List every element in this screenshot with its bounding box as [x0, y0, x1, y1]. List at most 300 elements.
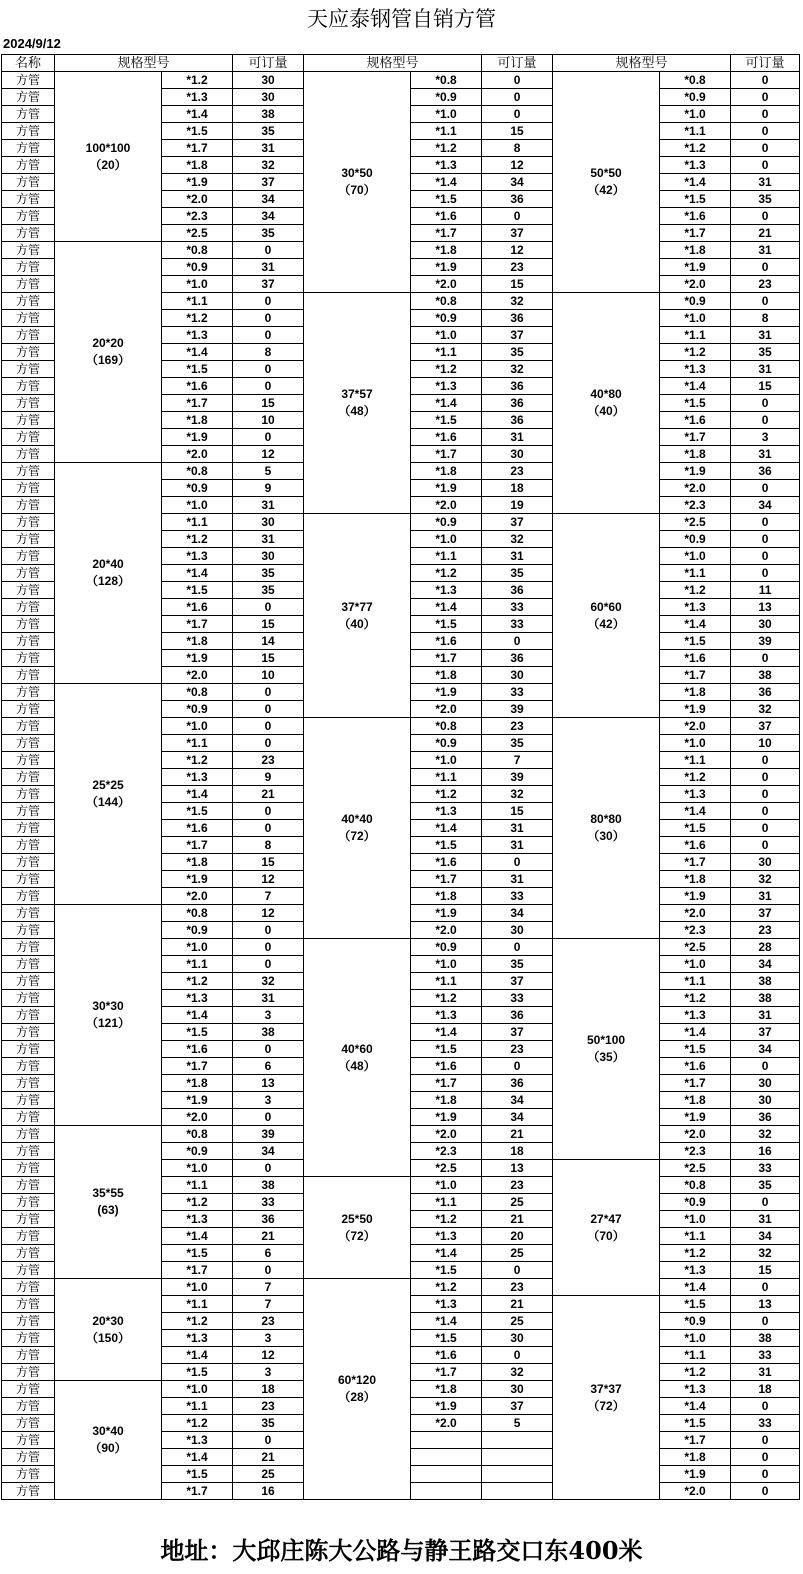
spec-size: 20*40 [92, 557, 124, 571]
quantity-cell: 31 [233, 259, 304, 276]
quantity-cell: 16 [731, 1143, 800, 1160]
thickness-cell: *1.8 [411, 242, 482, 259]
thickness-cell: *1.6 [162, 378, 233, 395]
thickness-cell: *1.0 [162, 939, 233, 956]
quantity-cell: 30 [233, 514, 304, 531]
product-name-cell: 方管 [2, 293, 55, 310]
spec-total: （150） [85, 1330, 131, 1345]
thickness-cell: *1.1 [411, 344, 482, 361]
quantity-cell: 34 [233, 1143, 304, 1160]
thickness-cell: *1.6 [660, 837, 731, 854]
quantity-cell: 0 [482, 89, 553, 106]
thickness-cell: *1.4 [162, 1347, 233, 1364]
quantity-cell: 12 [233, 871, 304, 888]
quantity-cell: 0 [731, 395, 800, 412]
thickness-cell: *1.2 [162, 1313, 233, 1330]
spec-size: 25*25 [92, 778, 124, 792]
spec-size: 80*80 [590, 812, 622, 826]
quantity-cell: 15 [482, 803, 553, 820]
thickness-cell: *1.8 [162, 633, 233, 650]
quantity-cell: 12 [233, 446, 304, 463]
spec-size: 25*50 [341, 1211, 373, 1226]
quantity-cell: 0 [482, 939, 553, 956]
header-name: 名称 [2, 55, 55, 72]
thickness-cell: *1.7 [411, 871, 482, 888]
quantity-cell: 36 [482, 395, 553, 412]
thickness-cell: *1.4 [162, 1449, 233, 1466]
product-name-cell: 方管 [2, 786, 55, 803]
spec-group-cell [553, 72, 660, 293]
quantity-cell: 35 [482, 735, 553, 752]
thickness-cell: *1.7 [660, 429, 731, 446]
quantity-cell: 33 [482, 990, 553, 1007]
quantity-cell: 30 [233, 548, 304, 565]
quantity-cell: 0 [233, 735, 304, 752]
thickness-cell: *1.4 [411, 599, 482, 616]
spec-total: （72） [338, 829, 376, 843]
thickness-cell: *1.1 [162, 1398, 233, 1415]
thickness-cell: *1.1 [660, 752, 731, 769]
quantity-cell: 0 [233, 378, 304, 395]
thickness-cell: *1.2 [660, 1364, 731, 1381]
thickness-cell: *2.0 [162, 446, 233, 463]
quantity-cell: 34 [731, 1228, 800, 1245]
product-name-cell: 方管 [2, 718, 55, 735]
quantity-cell: 7 [482, 752, 553, 769]
thickness-cell: *1.5 [162, 582, 233, 599]
quantity-cell: 0 [233, 361, 304, 378]
thickness-cell: *1.0 [411, 956, 482, 973]
thickness-cell: *1.5 [660, 1415, 731, 1432]
quantity-cell: 31 [731, 446, 800, 463]
product-name-cell: 方管 [2, 429, 55, 446]
thickness-cell: *2.5 [660, 514, 731, 531]
thickness-cell: *1.3 [660, 786, 731, 803]
quantity-cell: 35 [233, 225, 304, 242]
thickness-cell: *1.7 [660, 667, 731, 684]
thickness-cell: *1.9 [411, 1398, 482, 1415]
thickness-cell: *0.9 [411, 89, 482, 106]
quantity-cell: 30 [731, 1075, 800, 1092]
thickness-cell: *1.6 [411, 633, 482, 650]
spec-total: （42） [587, 616, 625, 631]
product-name-cell: 方管 [2, 854, 55, 871]
quantity-cell: 13 [731, 599, 800, 616]
spec-total: （35） [587, 1050, 625, 1064]
product-name-cell: 方管 [2, 548, 55, 565]
thickness-cell: *1.2 [162, 1415, 233, 1432]
quantity-cell: 7 [233, 1296, 304, 1313]
spec-group-cell [55, 684, 162, 905]
quantity-cell: 0 [731, 72, 800, 89]
quantity-cell: 3 [233, 1364, 304, 1381]
thickness-cell: *1.1 [660, 327, 731, 344]
thickness-cell: *1.0 [660, 1211, 731, 1228]
quantity-cell: 21 [233, 1449, 304, 1466]
quantity-cell: 30 [482, 922, 553, 939]
spec-total: （48） [338, 1058, 376, 1073]
quantity-cell: 0 [233, 1262, 304, 1279]
quantity-cell: 8 [482, 140, 553, 157]
product-name-cell: 方管 [2, 1041, 55, 1058]
thickness-cell: *1.1 [660, 123, 731, 140]
quantity-cell: 16 [233, 1483, 304, 1500]
thickness-cell: *1.5 [411, 1330, 482, 1347]
thickness-cell: *1.4 [162, 344, 233, 361]
thickness-cell: *1.1 [411, 769, 482, 786]
thickness-cell: *0.9 [660, 89, 731, 106]
thickness-cell: *1.8 [411, 667, 482, 684]
quantity-cell: 38 [731, 667, 800, 684]
quantity-cell: 13 [731, 1296, 800, 1313]
thickness-cell: *1.2 [162, 1194, 233, 1211]
product-name-cell: 方管 [2, 1177, 55, 1194]
product-name-cell: 方管 [2, 446, 55, 463]
quantity-cell: 23 [233, 752, 304, 769]
quantity-cell: 33 [482, 888, 553, 905]
spec-size: 30*30 [92, 999, 124, 1013]
thickness-cell: *1.8 [411, 463, 482, 480]
thickness-cell: *1.7 [162, 140, 233, 157]
thickness-cell: *1.2 [162, 752, 233, 769]
product-name-cell: 方管 [2, 922, 55, 939]
thickness-cell: *0.8 [411, 72, 482, 89]
thickness-cell: *1.8 [162, 854, 233, 871]
quantity-cell: 31 [731, 1364, 800, 1381]
product-name-cell: 方管 [2, 1245, 55, 1262]
spec-size: 100*100 [85, 140, 131, 155]
thickness-cell: *1.8 [660, 871, 731, 888]
quantity-cell: 0 [731, 1194, 800, 1211]
thickness-cell: *1.2 [660, 140, 731, 157]
thickness-cell: *1.4 [411, 395, 482, 412]
thickness-cell: *0.8 [660, 1177, 731, 1194]
header-qty: 可订量 [482, 55, 553, 72]
quantity-cell: 35 [731, 191, 800, 208]
product-name-cell: 方管 [2, 667, 55, 684]
thickness-cell: *0.9 [660, 293, 731, 310]
product-name-cell: 方管 [2, 1109, 55, 1126]
quantity-cell: 18 [233, 1381, 304, 1398]
quantity-cell [482, 1449, 553, 1466]
product-name-cell: 方管 [2, 1092, 55, 1109]
quantity-cell: 0 [233, 684, 304, 701]
quantity-cell: 36 [482, 1007, 553, 1024]
quantity-cell: 31 [482, 871, 553, 888]
thickness-cell: *1.7 [162, 837, 233, 854]
thickness-cell: *1.5 [660, 1296, 731, 1313]
quantity-cell: 0 [233, 1432, 304, 1449]
quantity-cell: 0 [731, 820, 800, 837]
thickness-cell: *1.8 [411, 888, 482, 905]
thickness-cell: *1.4 [162, 1007, 233, 1024]
quantity-cell: 37 [233, 276, 304, 293]
spec-size: 27*47 [590, 1211, 622, 1226]
quantity-cell: 37 [731, 718, 800, 735]
thickness-cell: *1.4 [162, 786, 233, 803]
quantity-cell: 38 [233, 1177, 304, 1194]
product-name-cell: 方管 [2, 191, 55, 208]
thickness-cell: *1.6 [660, 650, 731, 667]
thickness-cell: *1.7 [162, 1058, 233, 1075]
thickness-cell: *2.0 [660, 480, 731, 497]
thickness-cell: *0.9 [411, 310, 482, 327]
header-spec: 规格型号 [55, 55, 233, 72]
quantity-cell: 0 [233, 1041, 304, 1058]
thickness-cell: *0.9 [660, 531, 731, 548]
product-name-cell: 方管 [2, 72, 55, 89]
quantity-cell: 32 [233, 973, 304, 990]
quantity-cell: 0 [233, 1109, 304, 1126]
quantity-cell: 33 [482, 616, 553, 633]
spec-size: 50*100 [587, 1033, 626, 1047]
spec-group-cell [553, 514, 660, 718]
quantity-cell: 0 [731, 1398, 800, 1415]
thickness-cell: *1.9 [660, 1466, 731, 1483]
spec-total: （48） [338, 404, 376, 418]
quantity-cell: 0 [731, 208, 800, 225]
quantity-cell: 15 [233, 395, 304, 412]
quantity-cell: 33 [731, 1415, 800, 1432]
thickness-cell: *0.9 [162, 1143, 233, 1160]
thickness-cell: *1.7 [660, 1075, 731, 1092]
quantity-cell: 21 [482, 1296, 553, 1313]
product-name-cell: 方管 [2, 1364, 55, 1381]
quantity-cell: 0 [233, 922, 304, 939]
spec-total: （20） [89, 157, 127, 172]
spec-total: （128） [85, 574, 131, 588]
thickness-cell: *1.1 [162, 1296, 233, 1313]
quantity-cell: 8 [233, 344, 304, 361]
thickness-cell: *1.8 [411, 1381, 482, 1398]
quantity-cell: 7 [233, 888, 304, 905]
quantity-cell: 15 [233, 616, 304, 633]
thickness-cell: *1.3 [411, 157, 482, 174]
thickness-cell: *2.0 [660, 718, 731, 735]
thickness-cell: *1.9 [660, 463, 731, 480]
thickness-cell: *1.2 [411, 1211, 482, 1228]
quantity-cell: 0 [233, 701, 304, 718]
quantity-cell: 30 [233, 72, 304, 89]
spec-total: （70） [338, 183, 376, 197]
thickness-cell: *1.5 [162, 123, 233, 140]
product-name-cell: 方管 [2, 1381, 55, 1398]
thickness-cell: *1.9 [411, 480, 482, 497]
spec-total: （72） [587, 1398, 625, 1413]
spec-group-cell [553, 718, 660, 939]
product-name-cell: 方管 [2, 1432, 55, 1449]
thickness-cell: *2.0 [411, 1126, 482, 1143]
quantity-cell: 0 [233, 310, 304, 327]
quantity-cell: 0 [482, 1058, 553, 1075]
thickness-cell: *1.6 [162, 599, 233, 616]
thickness-cell: *1.0 [660, 1330, 731, 1347]
quantity-cell: 34 [482, 905, 553, 922]
thickness-cell: *1.2 [162, 531, 233, 548]
quantity-cell: 3 [731, 429, 800, 446]
thickness-cell: *1.9 [660, 259, 731, 276]
quantity-cell: 25 [482, 1313, 553, 1330]
quantity-cell: 0 [233, 327, 304, 344]
product-name-cell: 方管 [2, 514, 55, 531]
spec-size: 35*55 [92, 1186, 124, 1200]
product-name-cell: 方管 [2, 531, 55, 548]
quantity-cell: 30 [482, 446, 553, 463]
spec-size: 30*50 [341, 166, 373, 180]
quantity-cell: 32 [233, 157, 304, 174]
quantity-cell: 0 [731, 837, 800, 854]
thickness-cell: *0.8 [162, 242, 233, 259]
product-name-cell: 方管 [2, 1398, 55, 1415]
thickness-cell: *1.5 [162, 1245, 233, 1262]
thickness-cell: *1.7 [411, 446, 482, 463]
thickness-cell: *1.8 [660, 684, 731, 701]
quantity-cell: 37 [233, 174, 304, 191]
quantity-cell: 35 [233, 1415, 304, 1432]
quantity-cell: 38 [731, 1330, 800, 1347]
thickness-cell: *1.1 [162, 514, 233, 531]
quantity-cell: 34 [482, 1109, 553, 1126]
quantity-cell: 0 [482, 854, 553, 871]
quantity-cell: 0 [233, 956, 304, 973]
thickness-cell: *1.8 [411, 1092, 482, 1109]
quantity-cell: 23 [233, 1398, 304, 1415]
quantity-cell: 38 [233, 106, 304, 123]
thickness-cell: *1.9 [660, 1109, 731, 1126]
quantity-cell: 18 [482, 480, 553, 497]
thickness-cell: *1.7 [162, 1483, 233, 1500]
quantity-cell: 0 [731, 650, 800, 667]
thickness-cell: *1.8 [660, 1092, 731, 1109]
thickness-cell: *1.4 [660, 803, 731, 820]
thickness-cell: *1.4 [162, 106, 233, 123]
product-name-cell: 方管 [2, 1296, 55, 1313]
quantity-cell: 21 [233, 786, 304, 803]
quantity-cell: 15 [731, 378, 800, 395]
thickness-cell: *1.6 [411, 1347, 482, 1364]
spec-group-cell [55, 1126, 162, 1279]
address-footer: 地址：大邱庄陈大公路与静王路交口东400米 [160, 1536, 643, 1565]
quantity-cell: 36 [482, 412, 553, 429]
product-name-cell: 方管 [2, 310, 55, 327]
spec-size: 40*40 [341, 812, 373, 826]
product-name-cell: 方管 [2, 344, 55, 361]
quantity-cell: 0 [482, 1262, 553, 1279]
spec-group-cell [304, 939, 411, 1177]
quantity-cell: 35 [233, 565, 304, 582]
thickness-cell [411, 1483, 482, 1500]
quantity-cell: 23 [731, 276, 800, 293]
table-row [2, 72, 800, 89]
quantity-cell: 0 [731, 514, 800, 531]
product-name-cell: 方管 [2, 973, 55, 990]
quantity-cell: 36 [482, 582, 553, 599]
thickness-cell: *1.3 [411, 378, 482, 395]
thickness-cell: *1.2 [411, 140, 482, 157]
thickness-cell: *1.1 [162, 735, 233, 752]
quantity-cell: 0 [731, 752, 800, 769]
quantity-cell: 30 [731, 616, 800, 633]
thickness-cell: *1.5 [411, 616, 482, 633]
thickness-cell: *1.3 [162, 89, 233, 106]
thickness-cell: *0.9 [162, 922, 233, 939]
product-name-cell: 方管 [2, 1279, 55, 1296]
quantity-cell: 23 [731, 922, 800, 939]
product-name-cell: 方管 [2, 1160, 55, 1177]
quantity-cell: 0 [731, 1279, 800, 1296]
thickness-cell: *1.9 [660, 701, 731, 718]
spec-total: (63) [97, 1203, 119, 1217]
quantity-cell: 12 [233, 905, 304, 922]
product-name-cell: 方管 [2, 1483, 55, 1500]
quantity-cell: 32 [482, 531, 553, 548]
quantity-cell: 37 [482, 1024, 553, 1041]
thickness-cell: *1.0 [411, 531, 482, 548]
thickness-cell: *0.9 [162, 259, 233, 276]
quantity-cell: 37 [482, 1398, 553, 1415]
product-name-cell: 方管 [2, 157, 55, 174]
thickness-cell: *2.5 [660, 939, 731, 956]
thickness-cell: *1.0 [660, 310, 731, 327]
thickness-cell: *1.8 [162, 157, 233, 174]
quantity-cell: 25 [482, 1245, 553, 1262]
spec-group-cell [55, 72, 162, 242]
quantity-cell: 9 [233, 769, 304, 786]
thickness-cell: *1.9 [162, 650, 233, 667]
thickness-cell: *2.0 [411, 922, 482, 939]
thickness-cell: *0.9 [162, 701, 233, 718]
thickness-cell: *1.5 [162, 361, 233, 378]
thickness-cell: *1.9 [162, 174, 233, 191]
thickness-cell: *1.2 [660, 769, 731, 786]
quantity-cell: 35 [482, 956, 553, 973]
thickness-cell: *1.3 [411, 1228, 482, 1245]
quantity-cell: 34 [731, 956, 800, 973]
thickness-cell: *2.0 [660, 905, 731, 922]
product-name-cell: 方管 [2, 123, 55, 140]
thickness-cell: *2.0 [162, 191, 233, 208]
quantity-cell: 23 [482, 1041, 553, 1058]
spec-size: 60*60 [590, 599, 622, 614]
thickness-cell: *0.9 [660, 1313, 731, 1330]
thickness-cell: *2.3 [660, 922, 731, 939]
thickness-cell: *2.0 [411, 1415, 482, 1432]
quantity-cell: 9 [233, 480, 304, 497]
quantity-cell: 18 [731, 1381, 800, 1398]
thickness-cell: *0.8 [162, 463, 233, 480]
thickness-cell: *1.5 [162, 803, 233, 820]
thickness-cell: *1.6 [660, 208, 731, 225]
product-name-cell: 方管 [2, 616, 55, 633]
thickness-cell: *1.8 [162, 1075, 233, 1092]
thickness-cell: *1.5 [411, 1041, 482, 1058]
quantity-cell: 38 [233, 1024, 304, 1041]
thickness-cell: *1.2 [660, 344, 731, 361]
thickness-cell: *1.3 [411, 803, 482, 820]
spec-group-cell [304, 293, 411, 514]
thickness-cell: *1.0 [162, 276, 233, 293]
thickness-cell: *1.9 [411, 684, 482, 701]
thickness-cell: *2.5 [162, 225, 233, 242]
inventory-table [1, 54, 800, 1500]
product-name-cell: 方管 [2, 242, 55, 259]
thickness-cell: *1.0 [162, 1279, 233, 1296]
thickness-cell: *1.0 [162, 718, 233, 735]
quantity-cell: 0 [482, 72, 553, 89]
quantity-cell: 6 [233, 1058, 304, 1075]
quantity-cell: 0 [731, 293, 800, 310]
quantity-cell: 37 [482, 225, 553, 242]
